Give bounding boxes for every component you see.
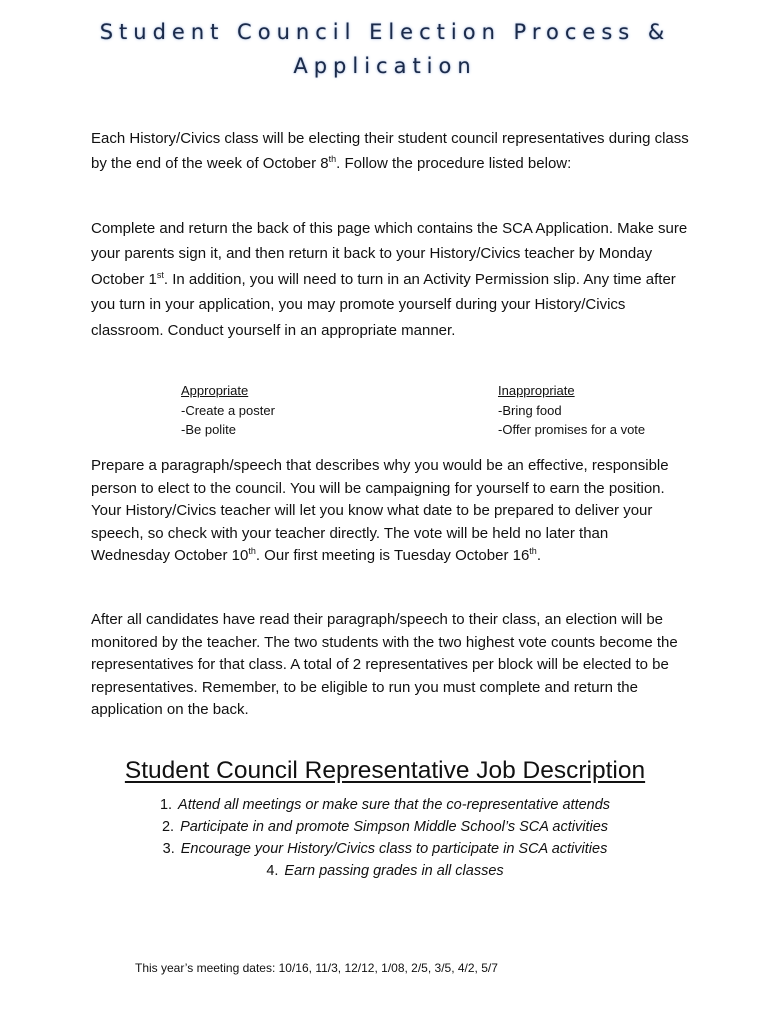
job-description-title: Student Council Representative Job Description [124,757,646,784]
speech-text-c: . [536,547,541,564]
list-item-number: 1. [159,797,173,813]
inappropriate-header: Inappropriate [498,383,575,398]
list-item-text: Encourage your History/Civics class to participate in SCA activities [180,841,608,857]
speech-text-a: Prepare a paragraph/speech that describes why you would be an effective, responsible person to elect to the council. You will be campaigning for yourself to earn the position. Your History/Civics teacher will let you know what date to be prepared to deliver your speech, so check with your teacher directly. The vote will be held no later than Wednesday October 10 [91,457,669,564]
appropriate-column [181,381,275,440]
speech-sup-2: th [529,546,537,556]
appropriate-item: -Create a poster [181,402,275,418]
list-item [0,816,770,838]
application-text-a: Complete and return the back of this page which contains the SCA Application. Make sure your parents sign it, and then return it back to your History/Civics teacher by Monday October 1 [91,220,688,288]
intro-paragraph [91,126,691,176]
list-item [0,794,770,816]
intro-sup: th [328,154,337,164]
intro-text-a: Each History/Civics class will be electing their student council representatives during class by the end of the week of October 8 [91,130,689,172]
application-paragraph [91,216,691,343]
list-item-number: 3. [162,841,175,857]
intro-text-b: . Follow the procedure listed below: [336,155,572,172]
inappropriate-item: -Bring food [498,402,562,418]
meeting-dates-footer: This year’s meeting dates: 10/16, 11/3, 12/12, 1/08, 2/5, 3/5, 4/2, 5/7 [135,961,498,975]
speech-paragraph [91,455,691,568]
application-sup: st [156,269,164,280]
inappropriate-column [498,381,645,440]
election-paragraph: After all candidates have read their paragraph/speech to their class, an election will be monitored by the teacher. The two students with the two highest vote counts become the representatives for that class. A total of 2 representatives per block will be elected to be representatives. Remember, to be eligible to run you must complete and return the application on the back. [91,611,678,718]
list-item [0,860,770,882]
speech-sup-1: th [248,546,256,556]
list-item-number: 4. [266,863,279,879]
inappropriate-item: -Offer promises for a vote [498,422,646,437]
page-title-line-2: Application [293,54,477,78]
page-title-line-1: Student Council Election Process & [99,20,671,44]
speech-text-b: . Our first meeting is Tuesday October 16 [255,547,530,564]
application-text-b: . In addition, you will need to turn in an Activity Permission slip. Any time after you turn in your application, you may promote yourself during your History/Civics classroom. Conduct yourself in an appropriate manner. [91,270,676,339]
list-item-number: 2. [161,819,175,835]
list-item [0,838,770,860]
list-item-text: Attend all meetings or make sure that the co-representative attends [178,797,611,813]
list-item-text: Earn passing grades in all classes [284,863,504,879]
appropriate-item: -Be polite [181,422,236,437]
job-description-list [0,794,770,882]
appropriate-header: Appropriate [181,383,249,398]
list-item-text: Participate in and promote Simpson Middle School’s SCA activities [180,819,609,835]
